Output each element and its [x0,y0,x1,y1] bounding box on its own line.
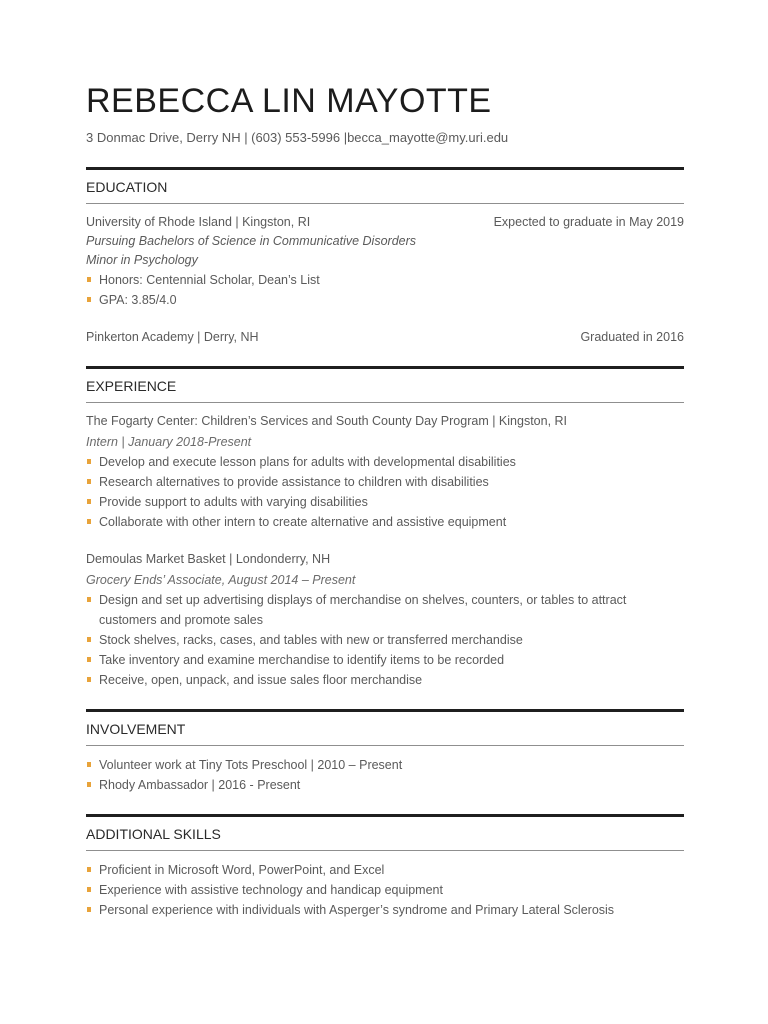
experience-role: Grocery Ends’ Associate, August 2014 – Present [86,573,356,587]
list-item: Research alternatives to provide assistance to children with disabilities [86,472,684,492]
education-org: Pinkerton Academy | Derry, NH [86,330,259,344]
section-title-experience: EXPERIENCE [86,366,684,403]
resume-name: REBECCA LIN MAYOTTE [86,82,492,120]
list-item: Rhody Ambassador | 2016 - Present [86,775,684,795]
list-item: Take inventory and examine merchandise to identify items to be recorded [86,650,684,670]
education-section [86,167,684,347]
experience-role: Intern | January 2018-Present [86,435,252,449]
education-entry-pinkerton [86,328,684,347]
resume-page [86,80,684,920]
section-title-skills: ADDITIONAL SKILLS [86,814,684,851]
list-item: Volunteer work at Tiny Tots Preschool | 2010 – Present [86,755,684,775]
list-item: Receive, open, unpack, and issue sales floor merchandise [86,670,684,690]
experience-bullets [86,452,684,532]
involvement-section [86,709,684,795]
list-item: Develop and execute lesson plans for adults with developmental disabilities [86,452,684,472]
list-item: Proficient in Microsoft Word, PowerPoint, and Excel [86,860,684,880]
contact-line: 3 Donmac Drive, Derry NH | (603) 553-5996 |becca_mayotte@my.uri.edu [86,130,509,145]
list-item: Design and set up advertising displays of merchandise on shelves, counters, or tables to attract customers and promote sales [86,590,684,630]
skills-section [86,814,684,920]
list-item: Stock shelves, racks, cases, and tables with new or transferred merchandise [86,630,684,650]
experience-org [86,412,684,431]
list-item: Provide support to adults with varying disabilities [86,492,684,512]
experience-section [86,366,684,690]
education-date: Graduated in 2016 [580,330,684,344]
list-item: Experience with assistive technology and handicap equipment [86,880,684,900]
skills-bullets [86,860,684,920]
education-date: Expected to graduate in May 2019 [493,215,684,229]
list-item: Honors: Centennial Scholar, Dean’s List [86,270,684,290]
education-org: University of Rhode Island | Kingston, RI [86,215,311,229]
experience-bullets [86,590,684,690]
list-item: Collaborate with other intern to create alternative and assistive equipment [86,512,684,532]
experience-org-text: The Fogarty Center: Children’s Services and South County Day Program | Kingston, RI [86,414,568,428]
experience-org-text: Demoulas Market Basket | Londonderry, NH [86,552,331,566]
education-bullets [86,270,684,310]
list-item: Personal experience with individuals with Asperger’s syndrome and Primary Lateral Sclerosis [86,900,684,920]
section-title-education: EDUCATION [86,167,684,204]
education-entry-uri [86,213,684,232]
section-title-involvement: INVOLVEMENT [86,709,684,746]
education-minor: Minor in Psychology [86,253,198,267]
experience-org [86,550,684,569]
involvement-bullets [86,755,684,795]
education-degree: Pursuing Bachelors of Science in Communicative Disorders [86,234,417,248]
list-item: GPA: 3.85/4.0 [86,290,684,310]
